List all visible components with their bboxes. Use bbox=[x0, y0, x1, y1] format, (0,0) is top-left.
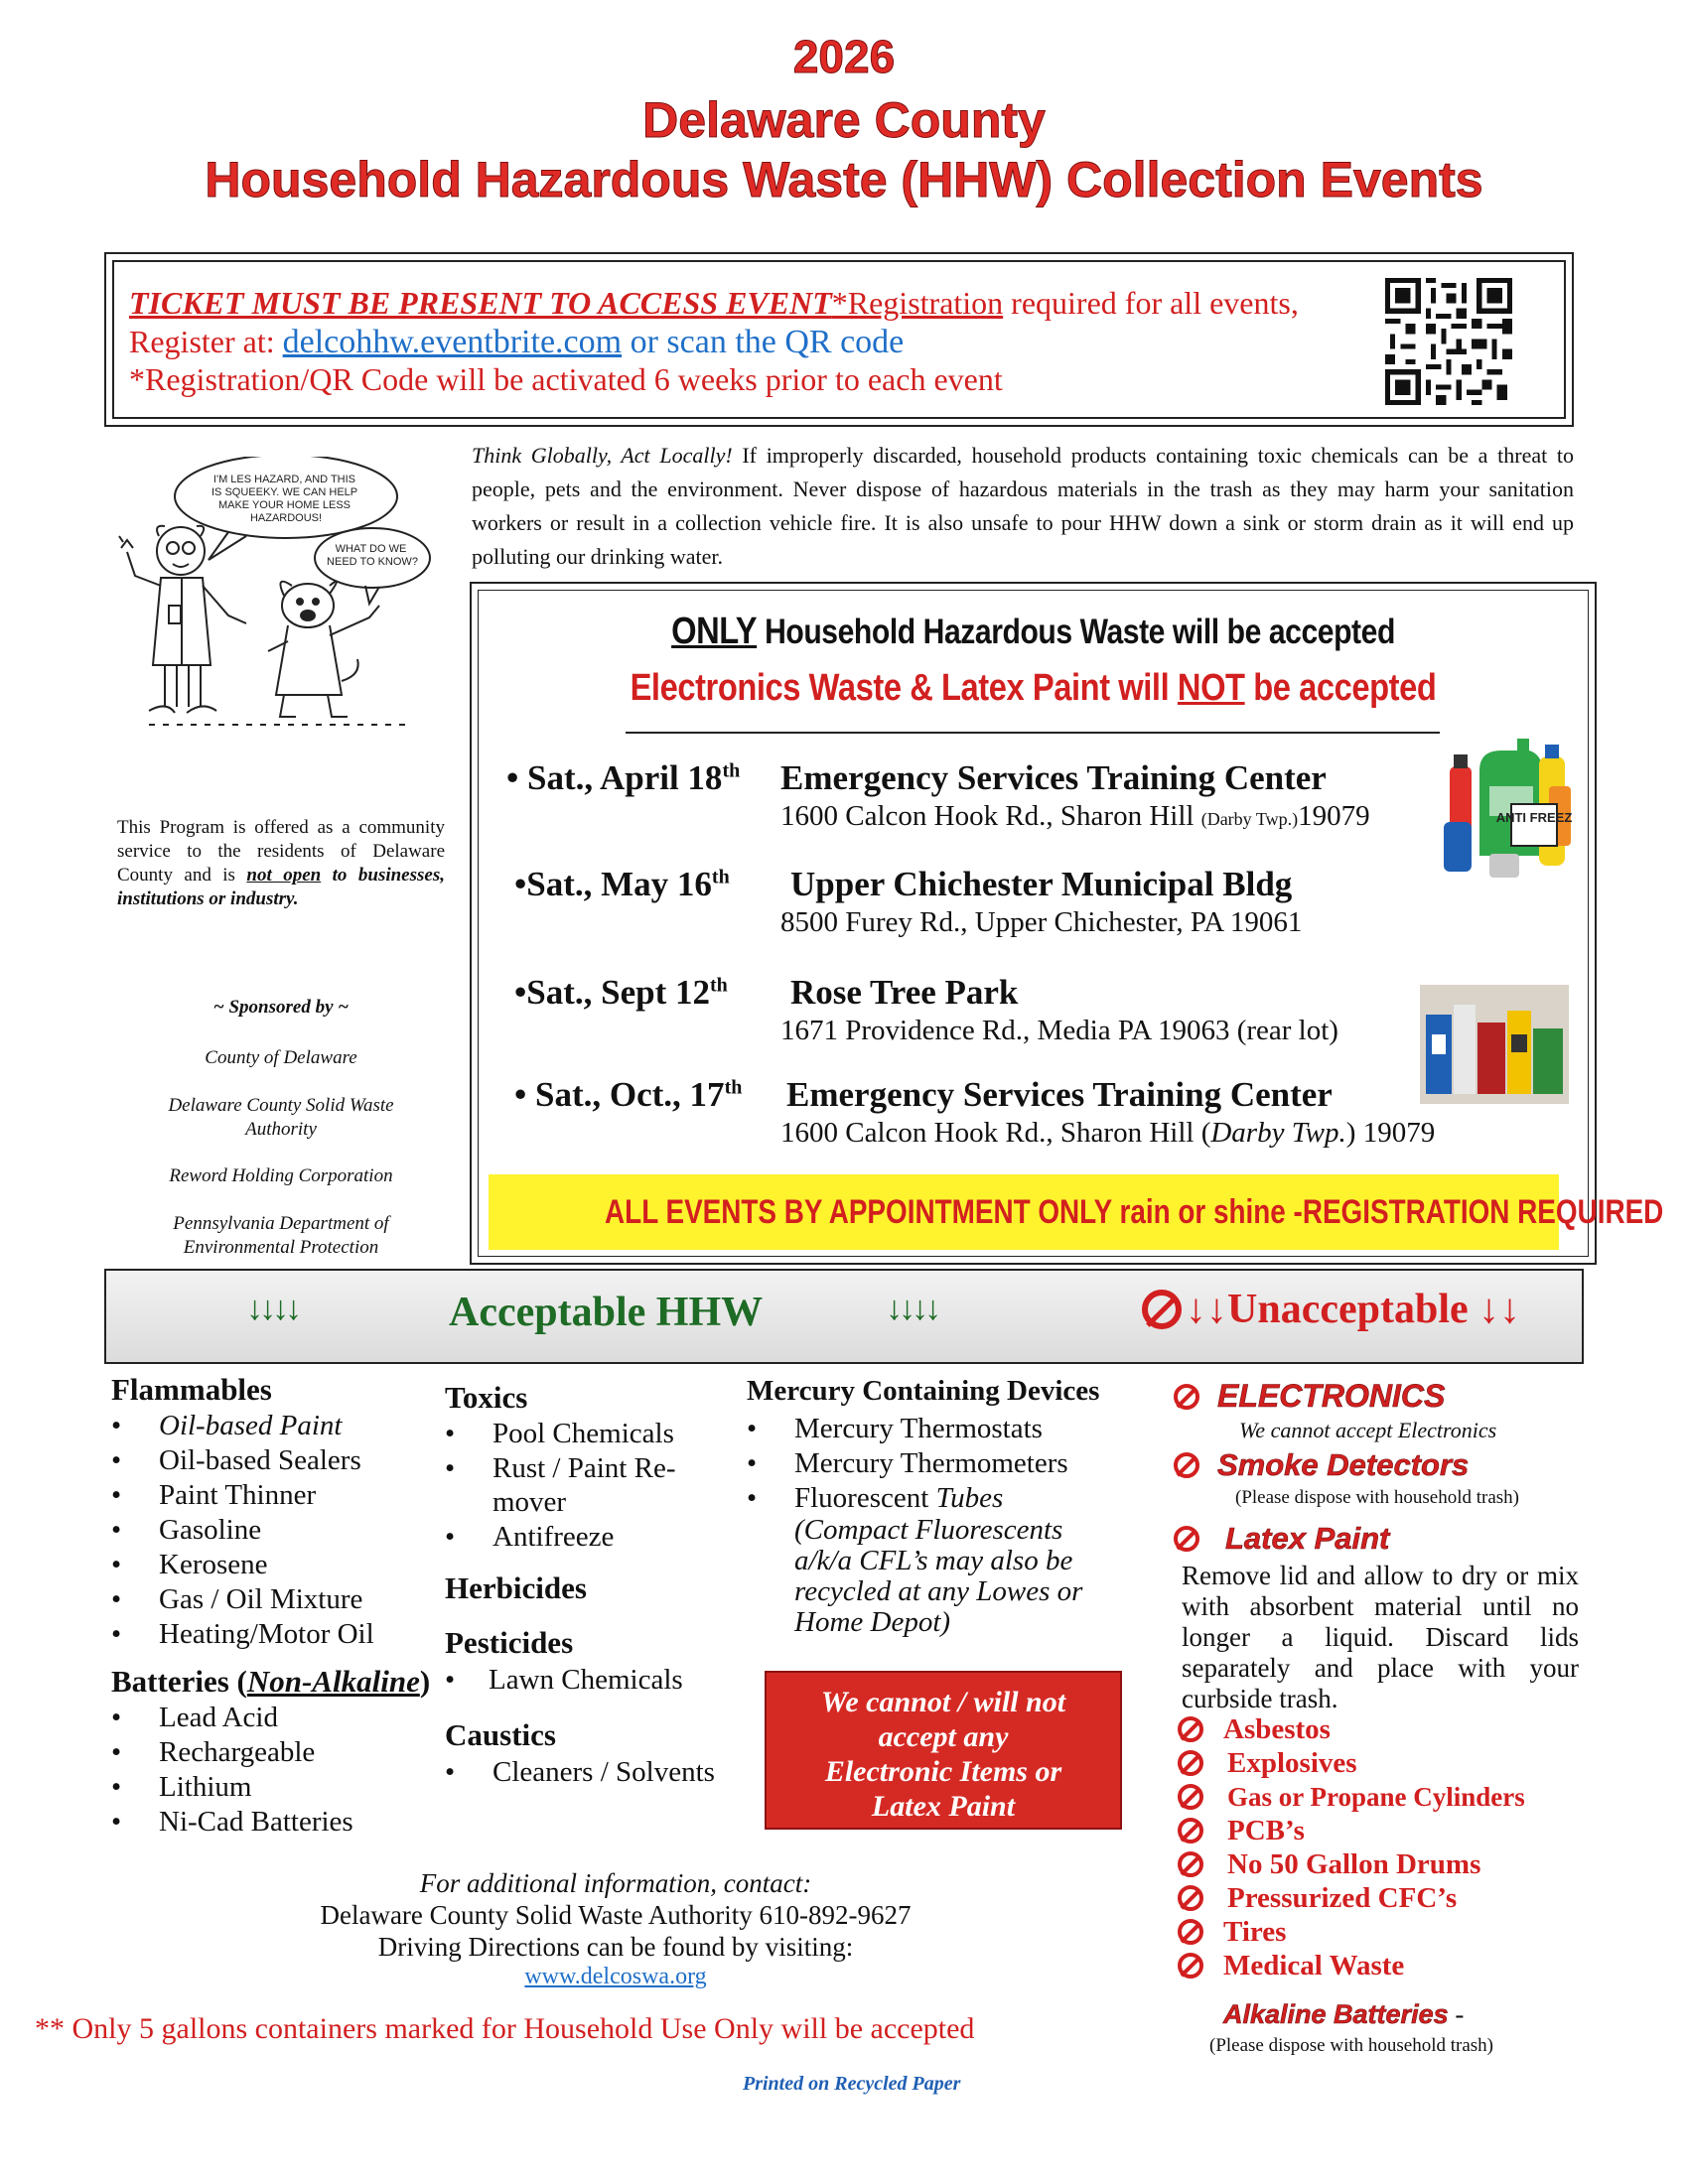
list-item: • Kerosene bbox=[111, 1549, 268, 1580]
list-item: • Heating/Motor Oil bbox=[111, 1618, 374, 1650]
acceptable-heading: Acceptable HHW bbox=[449, 1290, 764, 1335]
list-item: • Gas / Oil Mixture bbox=[111, 1583, 363, 1615]
toxics-heading: Toxics bbox=[445, 1380, 528, 1415]
register-at-label: Register at: bbox=[129, 324, 283, 359]
prohibited-icon bbox=[1178, 1784, 1203, 1810]
batteries-heading: Batteries (Non-Alkaline) bbox=[111, 1664, 431, 1699]
not-word: NOT bbox=[1177, 667, 1245, 709]
unacceptable-row: No 50 Gallon Drums bbox=[1178, 1846, 1480, 1881]
list-item: • Rechargeable bbox=[111, 1736, 316, 1768]
event-2-place: Upper Chichester Municipal Bldg bbox=[790, 865, 1293, 903]
unacceptable-row: Medical Waste bbox=[1178, 1948, 1404, 1982]
appointment-banner: ALL EVENTS BY APPOINTMENT ONLY rain or shine -REGISTRATION REQUIRED bbox=[489, 1174, 1559, 1250]
eventbrite-link[interactable]: delcohhw.eventbrite.com bbox=[282, 324, 623, 360]
cartoon-bubble-1: I'M LES HAZARD, AND THIS IS SQUEEKY. WE CAN HELP MAKE YOUR HOME LESS HAZARDOUS! bbox=[211, 474, 357, 524]
event-4-date: • Sat., Oct., 17th bbox=[514, 1075, 743, 1114]
event-4-address: 1600 Calcon Hook Rd., Sharon Hill (Darby Twp.) 19079 bbox=[780, 1117, 1436, 1149]
prohibited-icon bbox=[1174, 1384, 1199, 1410]
contact-heading: For additional information, contact: bbox=[419, 1868, 812, 1898]
recycled-paper-note: Printed on Recycled Paper bbox=[743, 2073, 961, 2095]
mercury-heading: Mercury Containing Devices bbox=[747, 1375, 1100, 1407]
list-item: • Pool Chemicals bbox=[445, 1418, 674, 1449]
unacceptable-row: Gas or Propane Cylinders bbox=[1178, 1779, 1525, 1813]
list-item: • Ni-Cad Batteries bbox=[111, 1806, 353, 1838]
registration-rest: required for all events, bbox=[1003, 285, 1299, 321]
only-word: ONLY bbox=[671, 611, 758, 652]
list-item: • Oil-based Sealers bbox=[111, 1444, 361, 1476]
event-2-date: •Sat., May 16th bbox=[514, 865, 730, 903]
cartoon-illustration bbox=[109, 457, 447, 745]
herbicides-heading: Herbicides bbox=[445, 1570, 587, 1605]
prohibited-icon bbox=[1178, 1885, 1203, 1911]
sponsor-1: County of Delaware bbox=[205, 1047, 357, 1068]
prohibited-icon bbox=[1178, 1953, 1203, 1979]
intro-paragraph bbox=[472, 439, 1574, 574]
county-title: Delaware County bbox=[642, 92, 1046, 148]
event-2-address: 8500 Furey Rd., Upper Chichester, PA 19061 bbox=[780, 906, 1303, 938]
events-divider bbox=[626, 732, 1440, 734]
list-item: mover bbox=[492, 1486, 567, 1518]
smoke-detectors-note: (Please dispose with household trash) bbox=[1235, 1487, 1520, 1508]
qr-code[interactable] bbox=[1385, 278, 1512, 405]
event-1-date: • Sat., April 18th bbox=[506, 758, 741, 797]
prohibited-icon bbox=[1178, 1750, 1203, 1776]
event-3-address: 1671 Providence Rd., Media PA 19063 (rear lot) bbox=[780, 1015, 1338, 1046]
prohibited-icon bbox=[1178, 1919, 1203, 1945]
alkaline-batteries-note: (Please dispose with household trash) bbox=[1209, 2035, 1494, 2056]
container-size-note: ** Only 5 gallons containers marked for Household Use Only will be accepted bbox=[35, 2012, 975, 2045]
event-3-place: Rose Tree Park bbox=[790, 973, 1019, 1012]
not-open-text: not open bbox=[246, 865, 322, 886]
contact-authority: Delaware County Solid Waste Authority 610-892-9627 bbox=[320, 1900, 912, 1930]
or-scan-text: or scan the QR code bbox=[622, 324, 905, 360]
only-hhw-heading bbox=[555, 611, 1510, 653]
list-item: • Oil-based Paint bbox=[111, 1410, 343, 1441]
driving-directions: Driving Directions can be found by visiting: bbox=[377, 1932, 854, 1962]
ticket-line-2 bbox=[129, 324, 904, 361]
antifreeze-label: ANTI FREEZ bbox=[1495, 810, 1573, 825]
arrows-left: ↓↓↓↓ bbox=[246, 1291, 298, 1327]
cfl-note-4: Home Depot) bbox=[794, 1606, 951, 1638]
website-link[interactable]: www.delcoswa.org bbox=[524, 1964, 707, 1989]
registration-word: *Registration bbox=[831, 285, 1004, 321]
list-item: • Lead Acid bbox=[111, 1702, 278, 1733]
prohibited-icon bbox=[1178, 1716, 1203, 1742]
only-accepted-text: Household Hazardous Waste will be accepted bbox=[757, 613, 1395, 651]
event-3-date: •Sat., Sept 12th bbox=[514, 973, 728, 1012]
list-item: • Gasoline bbox=[111, 1514, 262, 1546]
sponsor-4: Pennsylvania Department of Environmental Protection bbox=[173, 1213, 389, 1258]
flammables-heading: Flammables bbox=[111, 1372, 272, 1407]
cfl-note-3: recycled at any Lowes or bbox=[794, 1575, 1083, 1607]
caustics-heading: Caustics bbox=[445, 1717, 556, 1752]
list-item: • Lawn Chemicals bbox=[445, 1664, 683, 1696]
cfl-note-1: (Compact Fluorescents bbox=[794, 1514, 1063, 1546]
event-4-place: Emergency Services Training Center bbox=[786, 1075, 1333, 1114]
event-1-address: 1600 Calcon Hook Rd., Sharon Hill (Darby Twp.)19079 bbox=[780, 800, 1370, 832]
ticket-activation: *Registration/QR Code will be activated 6 weeks prior to each event bbox=[129, 361, 1003, 397]
cleaning-products-image bbox=[1420, 985, 1569, 1104]
electronics-note: We cannot accept Electronics bbox=[1239, 1418, 1497, 1442]
prohibited-icon bbox=[1178, 1818, 1203, 1843]
page-title: Household Hazardous Waste (HHW) Collection Events bbox=[205, 152, 1483, 207]
cfl-note-2: a/k/a CFL’s may also be bbox=[794, 1545, 1073, 1576]
unacceptable-row: Explosives bbox=[1178, 1745, 1357, 1780]
cartoon-bubble-2: WHAT DO WE NEED TO KNOW? bbox=[327, 543, 418, 568]
prohibited-icon bbox=[1174, 1452, 1199, 1478]
sponsor-3: Reword Holding Corporation bbox=[169, 1165, 393, 1186]
sponsored-by-label: ~ Sponsored by ~ bbox=[212, 997, 350, 1018]
not-line-b: be accepted bbox=[1244, 667, 1437, 709]
list-item: • Mercury Thermometers bbox=[747, 1447, 1068, 1479]
list-item: • Cleaners / Solvents bbox=[445, 1756, 715, 1788]
latex-paint-item: Latex Paint bbox=[1174, 1521, 1389, 1557]
list-item: • Mercury Thermostats bbox=[747, 1413, 1043, 1444]
latex-paint-instructions: Remove lid and allow to dry or mix with absorbent material until no longer a liquid. Discard lids separately and place with your curbside trash. bbox=[1182, 1561, 1579, 1713]
ticket-line-1 bbox=[129, 285, 1299, 322]
ticket-must-present: TICKET MUST BE PRESENT TO ACCESS EVENT bbox=[129, 285, 832, 321]
event-1-place: Emergency Services Training Center bbox=[780, 758, 1327, 797]
electronics-item: ELECTRONICS bbox=[1174, 1378, 1445, 1415]
unacceptable-row: Asbestos bbox=[1178, 1711, 1331, 1746]
list-item: • Lithium bbox=[111, 1771, 252, 1803]
pesticides-heading: Pesticides bbox=[445, 1625, 574, 1660]
chemical-bottles-image bbox=[1440, 727, 1579, 886]
prohibited-icon bbox=[1174, 1526, 1199, 1552]
unacceptable-row: Tires bbox=[1178, 1914, 1286, 1949]
intro-text: If improperly discarded, household products containing toxic chemicals can be a threat to people, pets and the environment. Never dispose of hazardous materials in the trash as they may harm your sanitation workers or result in a collection vehicle fire. It is also unsafe to pour HHW down a sink or storm drain as it will end up polluting our drinking water. bbox=[472, 443, 1574, 569]
cannot-accept-box: We cannot / will not accept any Electronic Items or Latex Paint bbox=[765, 1671, 1122, 1830]
unacceptable-row: Pressurized CFC’s bbox=[1178, 1880, 1457, 1915]
list-item: • Rust / Paint Re- bbox=[445, 1452, 676, 1484]
not-accepted-heading bbox=[555, 667, 1510, 710]
list-item: • Antifreeze bbox=[445, 1521, 615, 1553]
program-notice: This Program is offered as a community service to the residents of Delaware County and is not open to businesses, institutions or industry. bbox=[117, 817, 445, 909]
alkaline-batteries-item: Alkaline Batteries - bbox=[1223, 1999, 1465, 2029]
list-item: • Paint Thinner bbox=[111, 1479, 317, 1511]
intro-lead: Think Globally, Act Locally! bbox=[472, 443, 733, 468]
smoke-detectors-item: Smoke Detectors bbox=[1174, 1447, 1469, 1483]
not-line-a: Electronics Waste & Latex Paint will bbox=[630, 667, 1178, 709]
list-item: • Fluorescent Tubes bbox=[747, 1482, 1004, 1514]
unacceptable-heading: ↓↓Unacceptable ↓↓ bbox=[1142, 1286, 1520, 1333]
unacceptable-row: PCB’s bbox=[1178, 1813, 1305, 1847]
year-title: 2026 bbox=[792, 31, 896, 82]
prohibited-icon bbox=[1142, 1290, 1182, 1329]
sponsor-2: Delaware County Solid Waste Authority bbox=[168, 1095, 394, 1140]
arrows-right: ↓↓↓↓ bbox=[886, 1291, 937, 1327]
prohibited-icon bbox=[1178, 1851, 1203, 1877]
